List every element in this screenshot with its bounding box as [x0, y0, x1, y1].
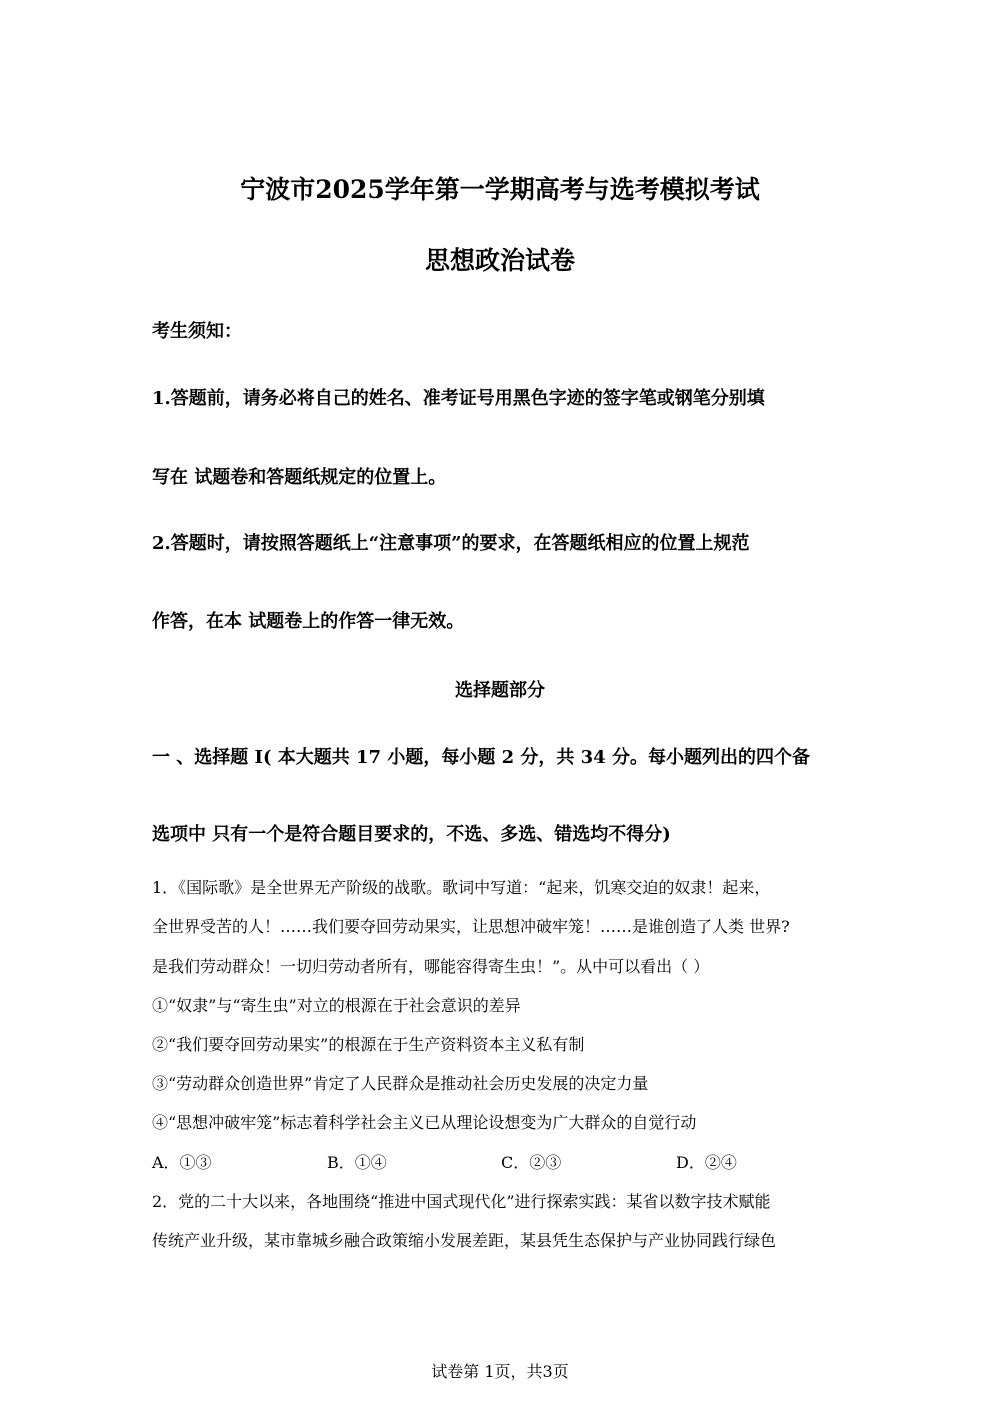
question-1-stem-line-2: 全世界受苦的人！……我们要夺回劳动果实，让思想冲破牢笼！……是谁创造了人类 世界?: [152, 917, 790, 936]
question-1-stem-line-3: 是我们劳动群众！一切归劳动者所有，哪能容得寄生虫！”。从中可以看出（ ）: [152, 957, 710, 976]
notice-heading: 考生须知：: [152, 321, 242, 342]
question-1-statement-3: ③“劳动群众创造世界”肯定了人民群众是推动社会历史发展的决定力量: [152, 1074, 649, 1093]
notice-item-2-line-2: 作答，在本 试题卷上的作答一律无效。: [152, 611, 465, 632]
question-1-statement-4: ④“思想冲破牢笼”标志着科学社会主义已从理论设想变为广大群众的自觉行动: [152, 1113, 697, 1132]
question-1-option-b[interactable]: B．①④: [327, 1153, 387, 1172]
notice-item-2-line-1: 2.答题时，请按照答题纸上“注意事项”的要求，在答题纸相应的位置上规范: [152, 533, 750, 554]
section-instruction-line-1: 一 、选择题 I( 本大题共 17 小题，每小题 2 分，共 34 分。每小题列出的四个备: [152, 747, 810, 768]
question-1-stem-line-1: 1．《国际歌》是全世界无产阶级的战歌。歌词中写道：“起来，饥寒交迫的奴隶！起来，: [152, 878, 771, 897]
question-1-option-d[interactable]: D．②④: [676, 1153, 737, 1172]
question-1-option-a[interactable]: A．①③: [152, 1153, 212, 1172]
section-instruction-line-2: 选项中 只有一个是符合题目要求的，不选、多选、错选均不得分): [152, 824, 671, 845]
page-footer: 试卷第 1页，共3页: [431, 1362, 569, 1381]
question-1-option-c[interactable]: C．②③: [501, 1153, 562, 1172]
exam-title: 宁波市2025学年第一学期高考与选考模拟考试: [240, 175, 760, 204]
exam-subtitle: 思想政治试卷: [424, 246, 575, 275]
question-2-stem-line-2: 传统产业升级，某市靠城乡融合政策缩小发展差距，某县凭生态保护与产业协同践行绿色: [152, 1231, 777, 1250]
question-2-stem-line-1: 2．党的二十大以来，各地围绕“推进中国式现代化”进行探索实践：某省以数字技术赋能: [152, 1192, 771, 1211]
question-1-statement-1: ①“奴隶”与“寄生虫”对立的根源在于社会意识的差异: [152, 996, 521, 1015]
notice-item-1-line-1: 1.答题前，请务必将自己的姓名、准考证号用黑色字迹的签字笔或钢笔分别填: [152, 388, 765, 409]
question-1-statement-2: ②“我们要夺回劳动果实”的根源在于生产资料资本主义私有制: [152, 1035, 585, 1054]
notice-item-1-line-2: 写在 试题卷和答题纸规定的位置上。: [152, 467, 447, 488]
section-title: 选择题部分: [455, 680, 545, 701]
